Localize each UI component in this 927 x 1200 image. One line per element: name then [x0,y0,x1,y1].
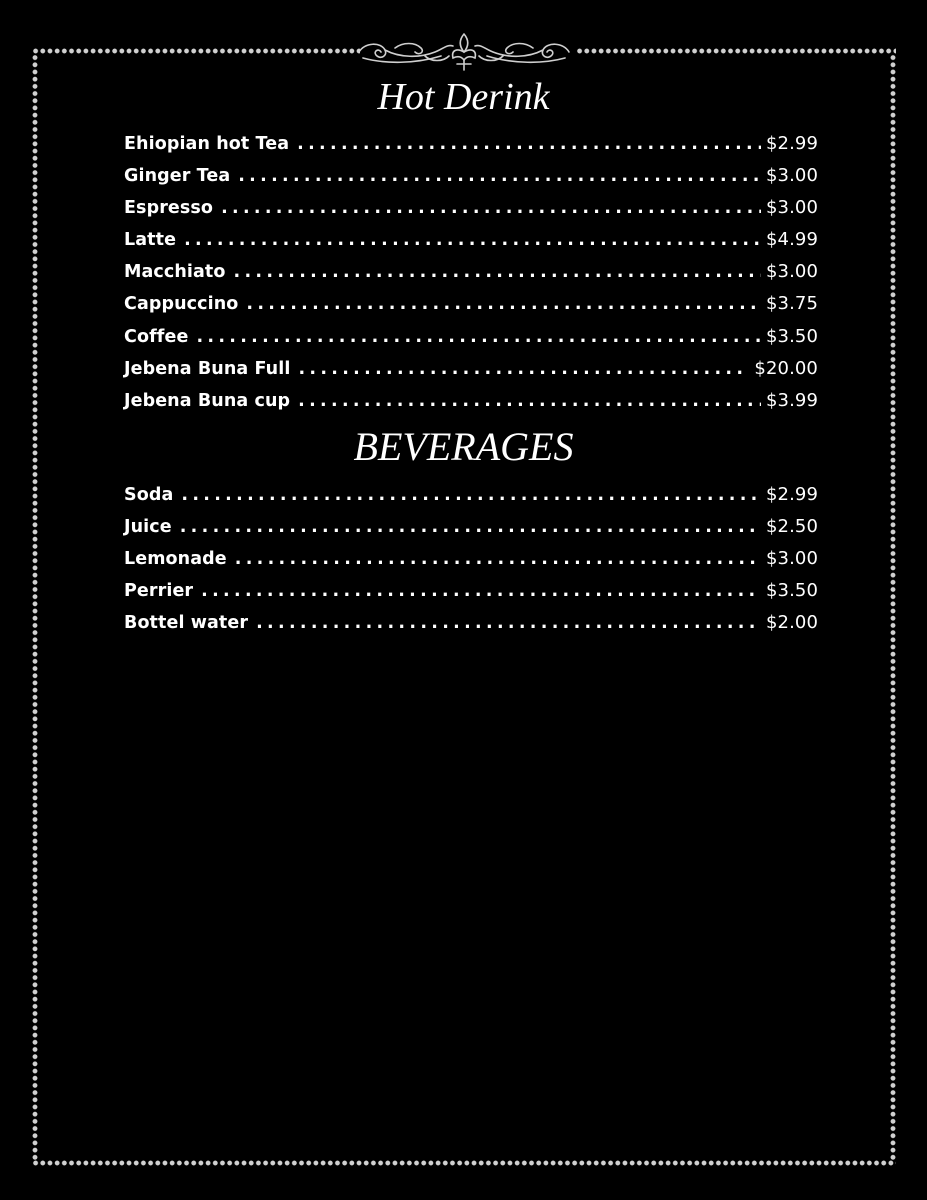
beverages-title: BEVERAGES [353,424,574,469]
menu-item-name: Ginger Tea [124,166,231,187]
menu-item-price: $3.00 [765,165,818,187]
dot-leader [238,160,761,192]
menu-item [124,321,818,353]
dot-leader [234,256,761,288]
menu-item-name: Soda [124,485,174,505]
menu-item-name: Coffee [124,326,189,347]
menu-item-name: Ehiopian hot Tea [124,134,290,154]
dot-leader [181,479,761,511]
menu-item [124,288,818,320]
hot-drinks-title: Hot Derink [377,76,550,118]
menu-item [124,385,818,417]
menu-item-price: $3.50 [765,325,818,347]
menu-item-name: Latte [124,230,177,251]
menu-item-price: $3.00 [765,548,818,570]
menu-item-price: $2.99 [765,484,818,505]
menu-item-name: Juice [124,517,172,538]
menu-item-name: Bottel water [124,613,249,634]
menu-item-price: $2.00 [765,612,818,634]
menu-item-price: $4.99 [765,229,818,251]
menu-item [124,479,818,511]
menu-item [124,511,818,543]
menu-item [124,575,818,607]
dot-leader [297,128,761,160]
beverages-list [124,479,818,639]
border-top-left-dots [32,48,360,54]
border-bottom-dots [32,1160,896,1166]
menu-item [124,543,818,575]
dot-leader [184,224,761,256]
menu-item-price: $3.00 [765,261,818,283]
dot-leader [235,543,761,575]
border-right-dots [890,54,896,1160]
menu-item [124,607,818,639]
menu-item-name: Cappuccino [124,294,239,315]
border-left-dots [32,54,38,1160]
dot-leader [201,575,761,607]
menu-item-price: $3.99 [765,389,818,411]
menu-item-name: Macchiato [124,262,226,283]
menu-item [124,353,818,385]
menu-item-price: $2.50 [765,516,818,538]
menu-item [124,128,818,160]
menu-item [124,160,818,192]
menu-item-name: Perrier [124,581,194,602]
menu-item [124,224,818,256]
menu-item-name: Lemonade [124,549,227,570]
menu-item-name: Jebena Buna cup [124,390,291,411]
hot-drinks-list [124,128,818,417]
menu-item [124,192,818,224]
border-top-right-dots [576,48,896,54]
dot-leader [298,353,749,385]
dot-leader [196,321,761,353]
flourish-ornament-icon [355,28,573,74]
menu-item-name: Espresso [124,198,214,219]
menu-item-price: $2.99 [765,133,818,154]
dot-leader [246,288,761,320]
dot-leader [180,511,761,543]
menu-item-name: Jebena Buna Full [124,358,291,379]
menu-item-price: $20.00 [754,357,818,379]
menu-item-price: $3.00 [765,197,818,219]
dot-leader [256,607,761,639]
menu-item-price: $3.50 [765,580,818,602]
dot-leader [298,385,761,417]
menu-item-price: $3.75 [765,293,818,315]
menu-item [124,256,818,288]
dot-leader [221,192,761,224]
